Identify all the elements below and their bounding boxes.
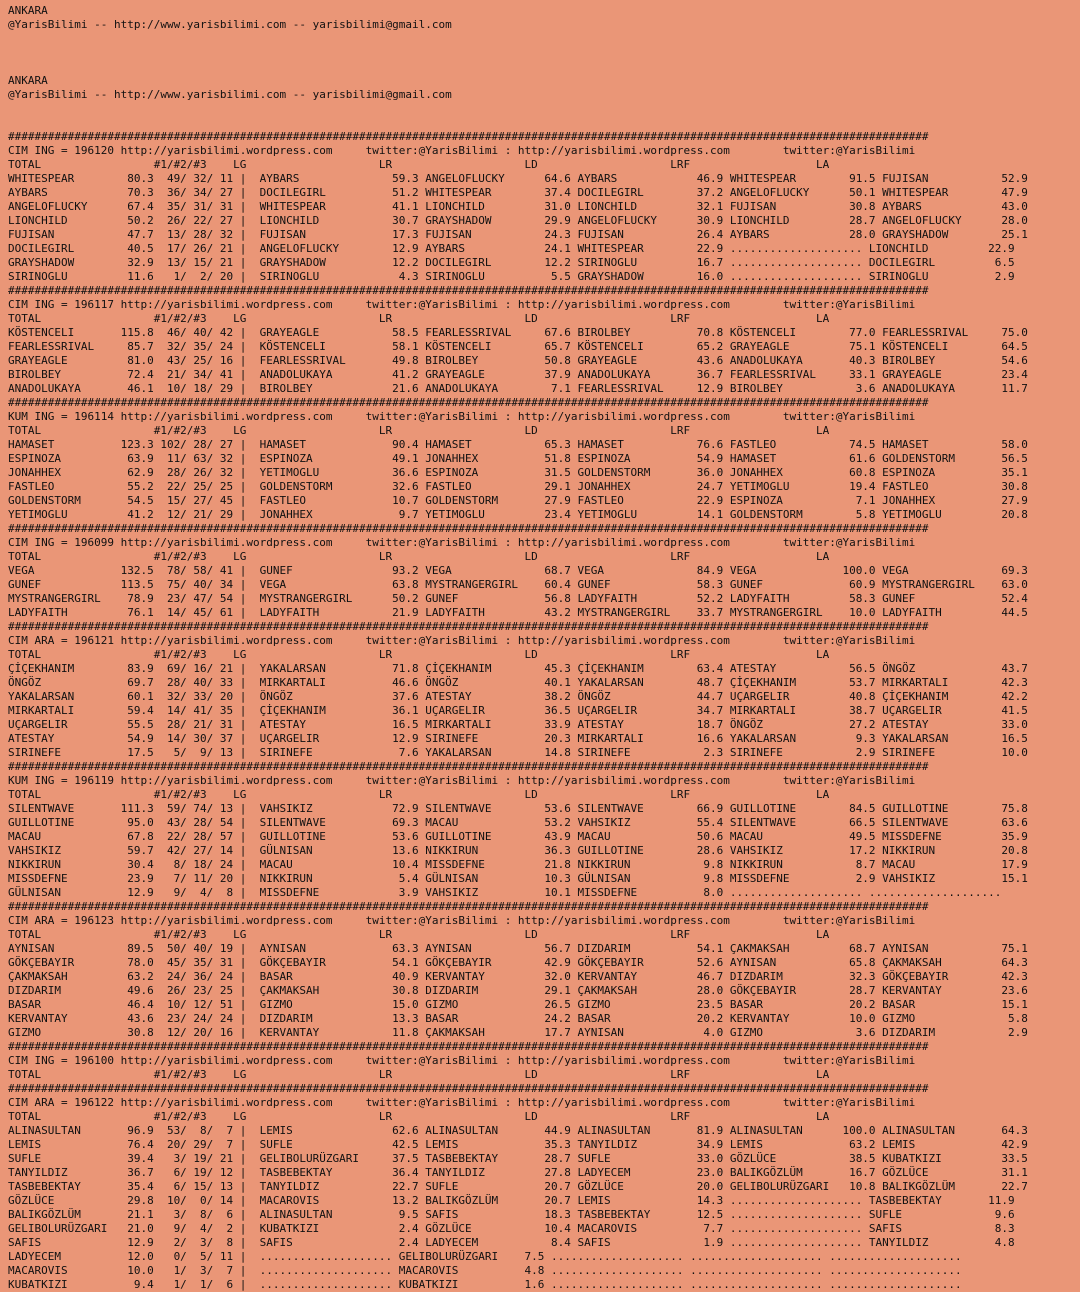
text-line: LEMIS 76.4 20/ 29/ 7 | SUFLE 42.5 LEMIS 35.3 TANYILDIZ 34.9 LEMIS 63.2 LEMIS 42.9	[8, 1138, 1028, 1151]
text-line: ANADOLUKAYA 46.1 10/ 18/ 29 | BIROLBEY 21.6 ANADOLUKAYA 7.1 FEARLESSRIVAL 12.9 BIROLBEY 3.6 ANADOLUKAYA 11.7	[8, 382, 1028, 395]
text-line: VEGA 132.5 78/ 58/ 41 | GUNEF 93.2 VEGA 68.7 VEGA 84.9 VEGA 100.0 VEGA 69.3	[8, 564, 1028, 577]
text-line: LADYECEM 12.0 0/ 5/ 11 | .................... GELIBOLURÜZGARI 7.5 .................... .................... ....................	[8, 1250, 962, 1263]
text-line	[8, 32, 1078, 46]
text-line: GUILLOTINE 95.0 43/ 28/ 54 | SILENTWAVE 69.3 MACAU 53.2 VAHSIKIZ 55.4 SILENTWAVE 66.5 SILENTWAVE 63.6	[8, 816, 1028, 829]
text-line: NIKKIRUN 30.4 8/ 18/ 24 | MACAU 10.4 MISSDEFNE 21.8 NIKKIRUN 9.8 NIKKIRUN 8.7 MACAU 17.9	[8, 858, 1028, 871]
text-line: @YarisBilimi -- http://www.yarisbilimi.com -- yarisbilimi@gmail.com	[8, 88, 452, 101]
text-line: CIM ING = 196120 http://yarisbilimi.wordpress.com twitter:@YarisBilimi : http://yarisbilimi.wordpress.com twitter:@YarisBilimi	[8, 144, 916, 157]
text-line: CIM ING = 196100 http://yarisbilimi.wordpress.com twitter:@YarisBilimi : http://yarisbilimi.wordpress.com twitter:@YarisBilimi	[8, 1054, 916, 1067]
text-line: CIM ING = 196099 http://yarisbilimi.wordpress.com twitter:@YarisBilimi : http://yarisbilimi.wordpress.com twitter:@YarisBilimi	[8, 536, 916, 549]
text-line: ÖNGÖZ 69.7 28/ 40/ 33 | MIRKARTALI 46.6 ÖNGÖZ 40.1 YAKALARSAN 48.7 ÇİÇEKHANIM 53.7 MIRKARTALI 42.3	[8, 676, 1028, 689]
text-line: ATESTAY 54.9 14/ 30/ 37 | UÇARGELIR 12.9 SIRINEFE 20.3 MIRKARTALI 16.6 YAKALARSAN 9.3 YAKALARSAN 16.5	[8, 732, 1028, 745]
text-line: KUM ING = 196114 http://yarisbilimi.wordpress.com twitter:@YarisBilimi : http://yarisbilimi.wordpress.com twitter:@YarisBilimi	[8, 410, 916, 423]
text-line: DOCILEGIRL 40.5 17/ 26/ 21 | ANGELOFLUCKY 12.9 AYBARS 24.1 WHITESPEAR 22.9 .................... LIONCHILD 22.9	[8, 242, 1015, 255]
text-line: MIRKARTALI 59.4 14/ 41/ 35 | ÇİÇEKHANIM 36.1 UÇARGELIR 36.5 UÇARGELIR 34.7 MIRKARTALI 38.7 UÇARGELIR 41.5	[8, 704, 1028, 717]
text-line: ANKARA	[8, 4, 48, 17]
text-line: SUFLE 39.4 3/ 19/ 21 | GELIBOLURÜZGARI 37.5 TASBEBEKTAY 28.7 SUFLE 33.0 GÖZLÜCE 38.5 KUBATKIZI 33.5	[8, 1152, 1028, 1165]
text-line: CIM ARA = 196121 http://yarisbilimi.wordpress.com twitter:@YarisBilimi : http://yarisbilimi.wordpress.com twitter:@YarisBilimi	[8, 634, 916, 647]
text-line: KUM ING = 196119 http://yarisbilimi.wordpress.com twitter:@YarisBilimi : http://yarisbilimi.wordpress.com twitter:@YarisBilimi	[8, 774, 916, 787]
text-line: GOLDENSTORM 54.5 15/ 27/ 45 | FASTLEO 10.7 GOLDENSTORM 27.9 FASTLEO 22.9 ESPINOZA 7.1 JONAHHEX 27.9	[8, 494, 1028, 507]
text-line: ESPINOZA 63.9 11/ 63/ 32 | ESPINOZA 49.1 JONAHHEX 51.8 ESPINOZA 54.9 HAMASET 61.6 GOLDENSTORM 56.5	[8, 452, 1028, 465]
text-line: GUNEF 113.5 75/ 40/ 34 | VEGA 63.8 MYSTRANGERGIRL 60.4 GUNEF 58.3 GUNEF 60.9 MYSTRANGERGIRL 63.0	[8, 578, 1028, 591]
text-line: TOTAL #1/#2/#3 LG LR LD LRF LA	[8, 312, 830, 325]
text-line: ÇAKMAKSAH 63.2 24/ 36/ 24 | BASAR 40.9 KERVANTAY 32.0 KERVANTAY 46.7 DIZDARIM 32.3 GÖKÇEBAYIR 42.3	[8, 970, 1028, 983]
text-line: UÇARGELIR 55.5 28/ 21/ 31 | ATESTAY 16.5 MIRKARTALI 33.9 ATESTAY 18.7 ÖNGÖZ 27.2 ATESTAY 33.0	[8, 718, 1028, 731]
text-line: AYBARS 70.3 36/ 34/ 27 | DOCILEGIRL 51.2 WHITESPEAR 37.4 DOCILEGIRL 37.2 ANGELOFLUCKY 50.1 WHITESPEAR 47.9	[8, 186, 1028, 199]
text-line: TOTAL #1/#2/#3 LG LR LD LRF LA	[8, 158, 830, 171]
text-line: LIONCHILD 50.2 26/ 22/ 27 | LIONCHILD 30.7 GRAYSHADOW 29.9 ANGELOFLUCKY 30.9 LIONCHILD 28.7 ANGELOFLUCKY 28.0	[8, 214, 1028, 227]
text-line: GÖZLÜCE 29.8 10/ 0/ 14 | MACAROVIS 13.2 BALIKGÖZLÜM 20.7 LEMIS 14.3 .................... TASBEBEKTAY 11.9	[8, 1194, 1015, 1207]
text-line: KÖSTENCELI 115.8 46/ 40/ 42 | GRAYEAGLE 58.5 FEARLESSRIVAL 67.6 BIROLBEY 70.8 KÖSTENCELI 77.0 FEARLESSRIVAL 75.0	[8, 326, 1028, 339]
text-line: ANKARA	[8, 74, 48, 87]
text-line: MISSDEFNE 23.9 7/ 11/ 20 | NIKKIRUN 5.4 GÜLNISAN 10.3 GÜLNISAN 9.8 MISSDEFNE 2.9 VAHSIKIZ 15.1	[8, 872, 1028, 885]
text-line: TOTAL #1/#2/#3 LG LR LD LRF LA	[8, 1068, 830, 1081]
text-line: TASBEBEKTAY 35.4 6/ 15/ 13 | TANYILDIZ 22.7 SUFLE 20.7 GÖZLÜCE 20.0 GELIBOLURÜZGARI 10.8 BALIKGÖZLÜM 22.7	[8, 1180, 1028, 1193]
text-line	[8, 102, 1078, 116]
text-line: TOTAL #1/#2/#3 LG LR LD LRF LA	[8, 928, 830, 941]
text-line: DIZDARIM 49.6 26/ 23/ 25 | ÇAKMAKSAH 30.8 DIZDARIM 29.1 ÇAKMAKSAH 28.0 GÖKÇEBAYIR 28.7 KERVANTAY 23.6	[8, 984, 1028, 997]
text-line: GIZMO 30.8 12/ 20/ 16 | KERVANTAY 11.8 ÇAKMAKSAH 17.7 AYNISAN 4.0 GIZMO 3.6 DIZDARIM 2.9	[8, 1026, 1028, 1039]
text-line: ###########################################################################################################################################	[8, 396, 929, 409]
text-line: ###########################################################################################################################################	[8, 522, 929, 535]
text-line	[8, 116, 1078, 130]
text-line: BALIKGÖZLÜM 21.1 3/ 8/ 6 | ALINASULTAN 9.5 SAFIS 18.3 TASBEBEKTAY 12.5 .................... SUFLE 9.6	[8, 1208, 1015, 1221]
text-line: SILENTWAVE 111.3 59/ 74/ 13 | VAHSIKIZ 72.9 SILENTWAVE 53.6 SILENTWAVE 66.9 GUILLOTINE 84.5 GUILLOTINE 75.8	[8, 802, 1028, 815]
text-line: JONAHHEX 62.9 28/ 26/ 32 | YETIMOGLU 36.6 ESPINOZA 31.5 GOLDENSTORM 36.0 JONAHHEX 60.8 ESPINOZA 35.1	[8, 466, 1028, 479]
text-line: FASTLEO 55.2 22/ 25/ 25 | GOLDENSTORM 32.6 FASTLEO 29.1 JONAHHEX 24.7 YETIMOGLU 19.4 FASTLEO 30.8	[8, 480, 1028, 493]
text-line: TOTAL #1/#2/#3 LG LR LD LRF LA	[8, 648, 830, 661]
text-line: AYNISAN 89.5 50/ 40/ 19 | AYNISAN 63.3 AYNISAN 56.7 DIZDARIM 54.1 ÇAKMAKSAH 68.7 AYNISAN 75.1	[8, 942, 1028, 955]
text-line: FEARLESSRIVAL 85.7 32/ 35/ 24 | KÖSTENCELI 58.1 KÖSTENCELI 65.7 KÖSTENCELI 65.2 GRAYEAGLE 75.1 KÖSTENCELI 64.5	[8, 340, 1028, 353]
text-line: SAFIS 12.9 2/ 3/ 8 | SAFIS 2.4 LADYECEM 8.4 SAFIS 1.9 .................... TANYILDIZ 4.8	[8, 1236, 1015, 1249]
text-line	[8, 60, 1078, 74]
text-line: MYSTRANGERGIRL 78.9 23/ 47/ 54 | MYSTRANGERGIRL 50.2 GUNEF 56.8 LADYFAITH 52.2 LADYFAITH 58.3 GUNEF 52.4	[8, 592, 1028, 605]
text-line: LADYFAITH 76.1 14/ 45/ 61 | LADYFAITH 21.9 LADYFAITH 43.2 MYSTRANGERGIRL 33.7 MYSTRANGERGIRL 10.0 LADYFAITH 44.5	[8, 606, 1028, 619]
text-line: KUBATKIZI 9.4 1/ 1/ 6 | .................... KUBATKIZI 1.6 .................... .................... ....................	[8, 1278, 962, 1291]
text-line: MACAROVIS 10.0 1/ 3/ 7 | .................... MACAROVIS 4.8 .................... .................... ....................	[8, 1264, 962, 1277]
text-line	[8, 46, 1078, 60]
document-text	[8, 4, 1078, 1292]
text-line: ALINASULTAN 96.9 53/ 8/ 7 | LEMIS 62.6 ALINASULTAN 44.9 ALINASULTAN 81.9 ALINASULTAN 100.0 ALINASULTAN 64.3	[8, 1124, 1028, 1137]
text-line: ###########################################################################################################################################	[8, 130, 929, 143]
text-line: TOTAL #1/#2/#3 LG LR LD LRF LA	[8, 550, 830, 563]
text-line: YAKALARSAN 60.1 32/ 33/ 20 | ÖNGÖZ 37.6 ATESTAY 38.2 ÖNGÖZ 44.7 UÇARGELIR 40.8 ÇİÇEKHANIM 42.2	[8, 690, 1028, 703]
text-line: CIM ARA = 196123 http://yarisbilimi.wordpress.com twitter:@YarisBilimi : http://yarisbilimi.wordpress.com twitter:@YarisBilimi	[8, 914, 916, 927]
text-line: ###########################################################################################################################################	[8, 1040, 929, 1053]
text-line: CIM ARA = 196122 http://yarisbilimi.wordpress.com twitter:@YarisBilimi : http://yarisbilimi.wordpress.com twitter:@YarisBilimi	[8, 1096, 916, 1109]
text-line: ###########################################################################################################################################	[8, 1082, 929, 1095]
text-line: GRAYEAGLE 81.0 43/ 25/ 16 | FEARLESSRIVAL 49.8 BIROLBEY 50.8 GRAYEAGLE 43.6 ANADOLUKAYA 40.3 BIROLBEY 54.6	[8, 354, 1028, 367]
text-line: ÇİÇEKHANIM 83.9 69/ 16/ 21 | YAKALARSAN 71.8 ÇİÇEKHANIM 45.3 ÇİÇEKHANIM 63.4 ATESTAY 56.5 ÖNGÖZ 43.7	[8, 662, 1028, 675]
text-line: KERVANTAY 43.6 23/ 24/ 24 | DIZDARIM 13.3 BASAR 24.2 BASAR 20.2 KERVANTAY 10.0 GIZMO 5.8	[8, 1012, 1028, 1025]
text-line: WHITESPEAR 80.3 49/ 32/ 11 | AYBARS 59.3 ANGELOFLUCKY 64.6 AYBARS 46.9 WHITESPEAR 91.5 FUJISAN 52.9	[8, 172, 1028, 185]
text-line: VAHSIKIZ 59.7 42/ 27/ 14 | GÜLNISAN 13.6 NIKKIRUN 36.3 GUILLOTINE 28.6 VAHSIKIZ 17.2 NIKKIRUN 20.8	[8, 844, 1028, 857]
text-line: TOTAL #1/#2/#3 LG LR LD LRF LA	[8, 788, 830, 801]
text-line: ###########################################################################################################################################	[8, 620, 929, 633]
text-line: GELIBOLURÜZGARI 21.0 9/ 4/ 2 | KUBATKIZI 2.4 GÖZLÜCE 10.4 MACAROVIS 7.7 .................... SAFIS 8.3	[8, 1222, 1015, 1235]
text-line: GRAYSHADOW 32.9 13/ 15/ 21 | GRAYSHADOW 12.2 DOCILEGIRL 12.2 SIRINOGLU 16.7 .................... DOCILEGIRL 6.5	[8, 256, 1015, 269]
text-line: YETIMOGLU 41.2 12/ 21/ 29 | JONAHHEX 9.7 YETIMOGLU 23.4 YETIMOGLU 14.1 GOLDENSTORM 5.8 YETIMOGLU 20.8	[8, 508, 1028, 521]
text-line: ###########################################################################################################################################	[8, 900, 929, 913]
text-line: GÖKÇEBAYIR 78.0 45/ 35/ 31 | GÖKÇEBAYIR 54.1 GÖKÇEBAYIR 42.9 GÖKÇEBAYIR 52.6 AYNISAN 65.8 ÇAKMAKSAH 64.3	[8, 956, 1028, 969]
text-line: ###########################################################################################################################################	[8, 760, 929, 773]
text-line: GÜLNISAN 12.9 9/ 4/ 8 | MISSDEFNE 3.9 VAHSIKIZ 10.1 MISSDEFNE 8.0 .................... ....................	[8, 886, 1002, 899]
text-line: BIROLBEY 72.4 21/ 34/ 41 | ANADOLUKAYA 41.2 GRAYEAGLE 37.9 ANADOLUKAYA 36.7 FEARLESSRIVAL 33.1 GRAYEAGLE 23.4	[8, 368, 1028, 381]
text-line: CIM ING = 196117 http://yarisbilimi.wordpress.com twitter:@YarisBilimi : http://yarisbilimi.wordpress.com twitter:@YarisBilimi	[8, 298, 916, 311]
text-line: HAMASET 123.3 102/ 28/ 27 | HAMASET 90.4 HAMASET 65.3 HAMASET 76.6 FASTLEO 74.5 HAMASET 58.0	[8, 438, 1028, 451]
text-line: MACAU 67.8 22/ 28/ 57 | GUILLOTINE 53.6 GUILLOTINE 43.9 MACAU 50.6 MACAU 49.5 MISSDEFNE 35.9	[8, 830, 1028, 843]
text-line: @YarisBilimi -- http://www.yarisbilimi.com -- yarisbilimi@gmail.com	[8, 18, 452, 31]
text-line: TANYILDIZ 36.7 6/ 19/ 12 | TASBEBEKTAY 36.4 TANYILDIZ 27.8 LADYECEM 23.0 BALIKGÖZLÜM 16.7 GÖZLÜCE 31.1	[8, 1166, 1028, 1179]
text-line: FUJISAN 47.7 13/ 28/ 32 | FUJISAN 17.3 FUJISAN 24.3 FUJISAN 26.4 AYBARS 28.0 GRAYSHADOW 25.1	[8, 228, 1028, 241]
text-line: ANGELOFLUCKY 67.4 35/ 31/ 31 | WHITESPEAR 41.1 LIONCHILD 31.0 LIONCHILD 32.1 FUJISAN 30.8 AYBARS 43.0	[8, 200, 1028, 213]
text-line: BASAR 46.4 10/ 12/ 51 | GIZMO 15.0 GIZMO 26.5 GIZMO 23.5 BASAR 20.2 BASAR 15.1	[8, 998, 1028, 1011]
text-line: SIRINOGLU 11.6 1/ 2/ 20 | SIRINOGLU 4.3 SIRINOGLU 5.5 GRAYSHADOW 16.0 .................... SIRINOGLU 2.9	[8, 270, 1015, 283]
text-line: TOTAL #1/#2/#3 LG LR LD LRF LA	[8, 424, 830, 437]
text-line: SIRINEFE 17.5 5/ 9/ 13 | SIRINEFE 7.6 YAKALARSAN 14.8 SIRINEFE 2.3 SIRINEFE 2.9 SIRINEFE 10.0	[8, 746, 1028, 759]
text-line: ###########################################################################################################################################	[8, 284, 929, 297]
text-line: TOTAL #1/#2/#3 LG LR LD LRF LA	[8, 1110, 830, 1123]
